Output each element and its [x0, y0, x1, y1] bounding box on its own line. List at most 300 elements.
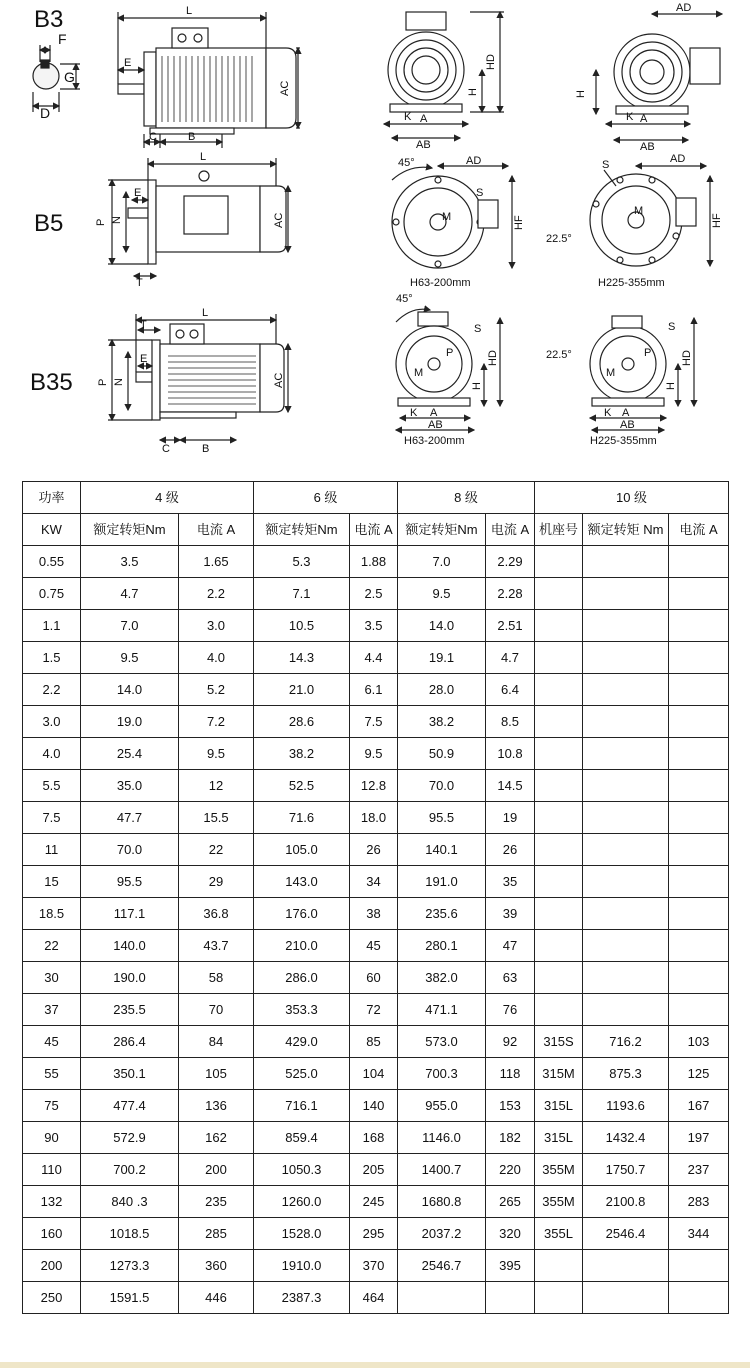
torque-6-cell: 10.5	[254, 610, 350, 642]
torque-4-cell: 477.4	[81, 1090, 179, 1122]
dim-F: F	[58, 31, 67, 47]
dim-A-b35a: A	[430, 407, 438, 419]
dim-45deg-b35: 45°	[396, 293, 413, 305]
power-kw-cell: 4.0	[23, 738, 81, 770]
table-row	[23, 770, 729, 802]
header-current-4: 电流 A	[179, 514, 254, 546]
current-6-cell: 12.8	[350, 770, 398, 802]
frame-10-cell	[535, 930, 583, 962]
frame-10-cell: 315M	[535, 1058, 583, 1090]
power-kw-cell: 250	[23, 1282, 81, 1314]
current-4-cell: 43.7	[179, 930, 254, 962]
frame-10-cell	[535, 610, 583, 642]
current-4-cell: 200	[179, 1154, 254, 1186]
torque-4-cell: 47.7	[81, 802, 179, 834]
frame-10-cell: 355M	[535, 1186, 583, 1218]
torque-6-cell: 1910.0	[254, 1250, 350, 1282]
torque-10-cell: 1750.7	[583, 1154, 669, 1186]
torque-8-cell: 28.0	[398, 674, 486, 706]
table-row	[23, 1026, 729, 1058]
torque-10-cell	[583, 866, 669, 898]
table-row	[23, 674, 729, 706]
power-kw-cell: 15	[23, 866, 81, 898]
dim-K-b3a: K	[404, 111, 412, 123]
current-8-cell: 2.29	[486, 546, 535, 578]
torque-6-cell: 21.0	[254, 674, 350, 706]
current-8-cell: 14.5	[486, 770, 535, 802]
torque-4-cell: 7.0	[81, 610, 179, 642]
torque-8-cell: 1400.7	[398, 1154, 486, 1186]
torque-10-cell	[583, 674, 669, 706]
current-6-cell: 140	[350, 1090, 398, 1122]
dim-H-b3b: H	[575, 90, 587, 98]
caption-h225-b35: H225-355mm	[590, 435, 657, 447]
torque-8-cell: 382.0	[398, 962, 486, 994]
frame-10-cell: 315L	[535, 1090, 583, 1122]
torque-10-cell	[583, 610, 669, 642]
torque-8-cell: 1680.8	[398, 1186, 486, 1218]
header-6-pole: 6 级	[254, 482, 398, 514]
torque-4-cell: 95.5	[81, 866, 179, 898]
power-kw-cell: 75	[23, 1090, 81, 1122]
power-kw-cell: 160	[23, 1218, 81, 1250]
motor-data-table	[22, 481, 729, 1314]
current-10-cell	[669, 642, 729, 674]
table-row	[23, 866, 729, 898]
power-kw-cell: 2.2	[23, 674, 81, 706]
torque-6-cell: 353.3	[254, 994, 350, 1026]
torque-10-cell: 1193.6	[583, 1090, 669, 1122]
current-10-cell	[669, 1250, 729, 1282]
frame-10-cell	[535, 1250, 583, 1282]
current-8-cell: 4.7	[486, 642, 535, 674]
dim-HD-b35b: HD	[681, 350, 693, 366]
frame-10-cell	[535, 898, 583, 930]
table-row	[23, 706, 729, 738]
current-8-cell: 153	[486, 1090, 535, 1122]
torque-8-cell: 2546.7	[398, 1250, 486, 1282]
current-4-cell: 15.5	[179, 802, 254, 834]
current-10-cell	[669, 802, 729, 834]
dim-P-b35a: P	[446, 347, 454, 359]
current-8-cell: 2.28	[486, 578, 535, 610]
power-kw-cell: 11	[23, 834, 81, 866]
current-6-cell: 34	[350, 866, 398, 898]
current-4-cell: 4.0	[179, 642, 254, 674]
dim-AC-b5: AC	[273, 212, 285, 228]
current-6-cell: 168	[350, 1122, 398, 1154]
torque-8-cell: 235.6	[398, 898, 486, 930]
torque-4-cell: 235.5	[81, 994, 179, 1026]
current-8-cell: 19	[486, 802, 535, 834]
torque-4-cell: 9.5	[81, 642, 179, 674]
power-kw-cell: 37	[23, 994, 81, 1026]
table-row	[23, 834, 729, 866]
torque-6-cell: 716.1	[254, 1090, 350, 1122]
dim-AB-b35b: AB	[620, 419, 635, 431]
current-6-cell: 45	[350, 930, 398, 962]
frame-10-cell	[535, 802, 583, 834]
b5-flange-view-small	[392, 166, 512, 268]
current-4-cell: 285	[179, 1218, 254, 1250]
torque-10-cell	[583, 642, 669, 674]
torque-8-cell: 19.1	[398, 642, 486, 674]
current-4-cell: 36.8	[179, 898, 254, 930]
current-10-cell	[669, 866, 729, 898]
current-8-cell: 320	[486, 1218, 535, 1250]
current-6-cell: 7.5	[350, 706, 398, 738]
torque-4-cell: 1018.5	[81, 1218, 179, 1250]
frame-10-cell	[535, 642, 583, 674]
torque-6-cell: 5.3	[254, 546, 350, 578]
caption-h225-b5: H225-355mm	[598, 277, 665, 289]
torque-6-cell: 14.3	[254, 642, 350, 674]
current-6-cell: 85	[350, 1026, 398, 1058]
current-10-cell	[669, 994, 729, 1026]
torque-6-cell: 105.0	[254, 834, 350, 866]
table-row	[23, 1154, 729, 1186]
torque-4-cell: 70.0	[81, 834, 179, 866]
current-6-cell: 2.5	[350, 578, 398, 610]
current-6-cell: 26	[350, 834, 398, 866]
torque-6-cell: 2387.3	[254, 1282, 350, 1314]
table-row	[23, 994, 729, 1026]
dim-AC-b35: AC	[273, 372, 285, 388]
torque-8-cell: 95.5	[398, 802, 486, 834]
torque-6-cell: 176.0	[254, 898, 350, 930]
current-8-cell: 39	[486, 898, 535, 930]
frame-10-cell	[535, 1282, 583, 1314]
table-row	[23, 1122, 729, 1154]
dim-A-b3a: A	[420, 113, 428, 125]
header-current-10: 电流 A	[669, 514, 729, 546]
power-kw-cell: 45	[23, 1026, 81, 1058]
torque-6-cell: 525.0	[254, 1058, 350, 1090]
current-4-cell: 5.2	[179, 674, 254, 706]
torque-8-cell: 7.0	[398, 546, 486, 578]
current-10-cell	[669, 546, 729, 578]
current-10-cell	[669, 770, 729, 802]
torque-6-cell: 1528.0	[254, 1218, 350, 1250]
current-4-cell: 235	[179, 1186, 254, 1218]
power-kw-cell: 7.5	[23, 802, 81, 834]
current-10-cell: 237	[669, 1154, 729, 1186]
table-row	[23, 546, 729, 578]
current-8-cell: 2.51	[486, 610, 535, 642]
header-4-pole: 4 级	[81, 482, 254, 514]
table-row	[23, 578, 729, 610]
torque-10-cell	[583, 802, 669, 834]
table-row	[23, 1218, 729, 1250]
current-8-cell: 182	[486, 1122, 535, 1154]
dim-K-b35b: K	[604, 407, 612, 419]
current-6-cell: 104	[350, 1058, 398, 1090]
current-8-cell: 47	[486, 930, 535, 962]
current-4-cell: 12	[179, 770, 254, 802]
torque-10-cell	[583, 738, 669, 770]
current-10-cell	[669, 1282, 729, 1314]
current-8-cell: 395	[486, 1250, 535, 1282]
torque-6-cell: 52.5	[254, 770, 350, 802]
current-10-cell: 125	[669, 1058, 729, 1090]
torque-6-cell: 286.0	[254, 962, 350, 994]
torque-4-cell: 140.0	[81, 930, 179, 962]
header-torque-8: 额定转矩Nm	[398, 514, 486, 546]
b35-side-view	[108, 314, 288, 440]
dim-K-b35a: K	[410, 407, 418, 419]
current-8-cell: 265	[486, 1186, 535, 1218]
torque-10-cell	[583, 898, 669, 930]
torque-10-cell	[583, 834, 669, 866]
torque-4-cell: 1591.5	[81, 1282, 179, 1314]
label-b3: B3	[34, 6, 64, 33]
power-kw-cell: 3.0	[23, 706, 81, 738]
current-4-cell: 105	[179, 1058, 254, 1090]
dim-E-b3: E	[124, 57, 132, 69]
current-4-cell: 2.2	[179, 578, 254, 610]
current-8-cell: 26	[486, 834, 535, 866]
dim-AB-b35a: AB	[428, 419, 443, 431]
header-torque-6: 额定转矩Nm	[254, 514, 350, 546]
header-torque-4: 额定转矩Nm	[81, 514, 179, 546]
current-4-cell: 3.0	[179, 610, 254, 642]
current-8-cell: 118	[486, 1058, 535, 1090]
label-b35: B35	[30, 369, 73, 396]
header-frame-10: 机座号	[535, 514, 583, 546]
power-kw-cell: 5.5	[23, 770, 81, 802]
frame-10-cell	[535, 706, 583, 738]
torque-10-cell	[583, 770, 669, 802]
dim-P-b35b: P	[644, 347, 652, 359]
current-6-cell: 205	[350, 1154, 398, 1186]
torque-6-cell: 1260.0	[254, 1186, 350, 1218]
torque-6-cell: 859.4	[254, 1122, 350, 1154]
table-row	[23, 1058, 729, 1090]
power-kw-cell: 132	[23, 1186, 81, 1218]
torque-10-cell	[583, 930, 669, 962]
current-6-cell: 72	[350, 994, 398, 1026]
torque-4-cell: 19.0	[81, 706, 179, 738]
torque-10-cell	[583, 706, 669, 738]
torque-8-cell: 1146.0	[398, 1122, 486, 1154]
current-10-cell	[669, 738, 729, 770]
current-8-cell: 35	[486, 866, 535, 898]
header-current-6: 电流 A	[350, 514, 398, 546]
current-4-cell: 9.5	[179, 738, 254, 770]
torque-4-cell: 35.0	[81, 770, 179, 802]
power-kw-cell: 18.5	[23, 898, 81, 930]
current-4-cell: 162	[179, 1122, 254, 1154]
table-row	[23, 1186, 729, 1218]
table-row	[23, 738, 729, 770]
current-8-cell: 10.8	[486, 738, 535, 770]
torque-4-cell: 3.5	[81, 546, 179, 578]
torque-10-cell: 1432.4	[583, 1122, 669, 1154]
torque-8-cell: 191.0	[398, 866, 486, 898]
current-4-cell: 136	[179, 1090, 254, 1122]
current-10-cell: 283	[669, 1186, 729, 1218]
torque-10-cell	[583, 546, 669, 578]
current-8-cell: 76	[486, 994, 535, 1026]
dim-L-b35: L	[202, 307, 209, 319]
dim-C-b3: C	[149, 131, 157, 143]
caption-h63-b35: H63-200mm	[404, 435, 465, 447]
torque-10-cell	[583, 994, 669, 1026]
power-kw-cell: 90	[23, 1122, 81, 1154]
b5-flange-view-large	[590, 166, 710, 266]
dim-HD-b35a: HD	[487, 350, 499, 366]
table-row	[23, 1250, 729, 1282]
label-b5: B5	[34, 210, 64, 237]
current-4-cell: 70	[179, 994, 254, 1026]
torque-4-cell: 1273.3	[81, 1250, 179, 1282]
torque-8-cell: 50.9	[398, 738, 486, 770]
dim-P-b35: P	[97, 378, 109, 386]
torque-6-cell: 38.2	[254, 738, 350, 770]
dim-N-b5: N	[111, 216, 123, 224]
header-8-pole: 8 级	[398, 482, 535, 514]
header-power: 功率	[23, 482, 81, 514]
frame-10-cell: 315S	[535, 1026, 583, 1058]
dim-S-b5a: S	[476, 187, 484, 199]
torque-8-cell: 2037.2	[398, 1218, 486, 1250]
dim-L-b5: L	[200, 151, 207, 163]
table-body	[23, 546, 729, 1314]
torque-8-cell	[398, 1282, 486, 1314]
current-10-cell: 344	[669, 1218, 729, 1250]
header-kw: KW	[23, 514, 81, 546]
current-6-cell: 38	[350, 898, 398, 930]
table-row	[23, 1090, 729, 1122]
torque-10-cell	[583, 962, 669, 994]
torque-6-cell: 28.6	[254, 706, 350, 738]
b3-side-view	[118, 12, 300, 148]
frame-10-cell	[535, 674, 583, 706]
torque-8-cell: 573.0	[398, 1026, 486, 1058]
torque-10-cell: 875.3	[583, 1058, 669, 1090]
torque-8-cell: 471.1	[398, 994, 486, 1026]
frame-10-cell: 315L	[535, 1122, 583, 1154]
dim-S-b5b: S	[602, 159, 610, 171]
dim-HF-b5b: HF	[711, 213, 723, 228]
current-10-cell	[669, 834, 729, 866]
torque-10-cell	[583, 1250, 669, 1282]
current-4-cell: 1.65	[179, 546, 254, 578]
torque-10-cell: 716.2	[583, 1026, 669, 1058]
torque-10-cell: 2546.4	[583, 1218, 669, 1250]
table-row	[23, 802, 729, 834]
torque-6-cell: 210.0	[254, 930, 350, 962]
motor-data-table-container	[22, 481, 728, 1314]
torque-8-cell: 955.0	[398, 1090, 486, 1122]
dim-M-b35a: M	[414, 367, 424, 379]
current-6-cell: 9.5	[350, 738, 398, 770]
dim-H-b35a: H	[471, 382, 483, 390]
dim-HF-b5a: HF	[513, 215, 525, 230]
current-8-cell: 6.4	[486, 674, 535, 706]
frame-10-cell: 355M	[535, 1154, 583, 1186]
frame-10-cell	[535, 866, 583, 898]
bottom-strip	[0, 1362, 750, 1368]
table-header	[23, 482, 729, 546]
torque-4-cell: 14.0	[81, 674, 179, 706]
dim-T-b5: T	[136, 277, 143, 289]
dim-P-b5: P	[95, 218, 107, 226]
current-6-cell: 1.88	[350, 546, 398, 578]
b5-side-view	[108, 158, 288, 276]
dim-H-b3a: H	[467, 88, 479, 96]
power-kw-cell: 22	[23, 930, 81, 962]
current-8-cell: 220	[486, 1154, 535, 1186]
torque-4-cell: 350.1	[81, 1058, 179, 1090]
torque-6-cell: 143.0	[254, 866, 350, 898]
header-current-8: 电流 A	[486, 514, 535, 546]
torque-4-cell: 840 .3	[81, 1186, 179, 1218]
current-6-cell: 370	[350, 1250, 398, 1282]
b3-end-view-small	[384, 12, 504, 138]
torque-8-cell: 140.1	[398, 834, 486, 866]
torque-8-cell: 9.5	[398, 578, 486, 610]
dim-L-b3: L	[186, 5, 193, 17]
current-4-cell: 22	[179, 834, 254, 866]
current-6-cell: 60	[350, 962, 398, 994]
current-8-cell: 8.5	[486, 706, 535, 738]
dim-B-b35: B	[202, 443, 210, 455]
power-kw-cell: 1.5	[23, 642, 81, 674]
dim-AB-b3a: AB	[416, 139, 431, 151]
power-kw-cell: 55	[23, 1058, 81, 1090]
power-kw-cell: 1.1	[23, 610, 81, 642]
torque-4-cell: 117.1	[81, 898, 179, 930]
current-10-cell: 197	[669, 1122, 729, 1154]
torque-4-cell: 190.0	[81, 962, 179, 994]
torque-10-cell	[583, 578, 669, 610]
torque-10-cell: 2100.8	[583, 1186, 669, 1218]
dim-T-b35: T	[140, 319, 147, 331]
current-4-cell: 29	[179, 866, 254, 898]
current-6-cell: 3.5	[350, 610, 398, 642]
current-6-cell: 245	[350, 1186, 398, 1218]
dim-A-b35b: A	[622, 407, 630, 419]
torque-6-cell: 71.6	[254, 802, 350, 834]
dim-AD-b5a: AD	[466, 155, 482, 167]
current-6-cell: 4.4	[350, 642, 398, 674]
dim-H-b35b: H	[665, 382, 677, 390]
dim-AD-b5b: AD	[670, 153, 686, 165]
dim-E-b35: E	[140, 353, 148, 365]
dim-HD-b3a: HD	[485, 54, 497, 70]
dim-M-b5a: M	[442, 211, 452, 223]
dim-E-b5: E	[134, 187, 142, 199]
power-kw-cell: 30	[23, 962, 81, 994]
current-10-cell	[669, 962, 729, 994]
b3-end-view-large	[596, 14, 722, 140]
table-row	[23, 898, 729, 930]
current-10-cell	[669, 930, 729, 962]
caption-h63-b5: H63-200mm	[410, 277, 471, 289]
current-4-cell: 446	[179, 1282, 254, 1314]
power-kw-cell: 0.75	[23, 578, 81, 610]
dim-C-b35: C	[162, 443, 170, 455]
current-8-cell: 92	[486, 1026, 535, 1058]
torque-8-cell: 38.2	[398, 706, 486, 738]
frame-10-cell	[535, 994, 583, 1026]
dim-22deg-b35: 22.5°	[546, 349, 572, 361]
current-8-cell: 63	[486, 962, 535, 994]
current-6-cell: 6.1	[350, 674, 398, 706]
current-10-cell	[669, 674, 729, 706]
dim-AC-b3: AC	[279, 80, 291, 96]
